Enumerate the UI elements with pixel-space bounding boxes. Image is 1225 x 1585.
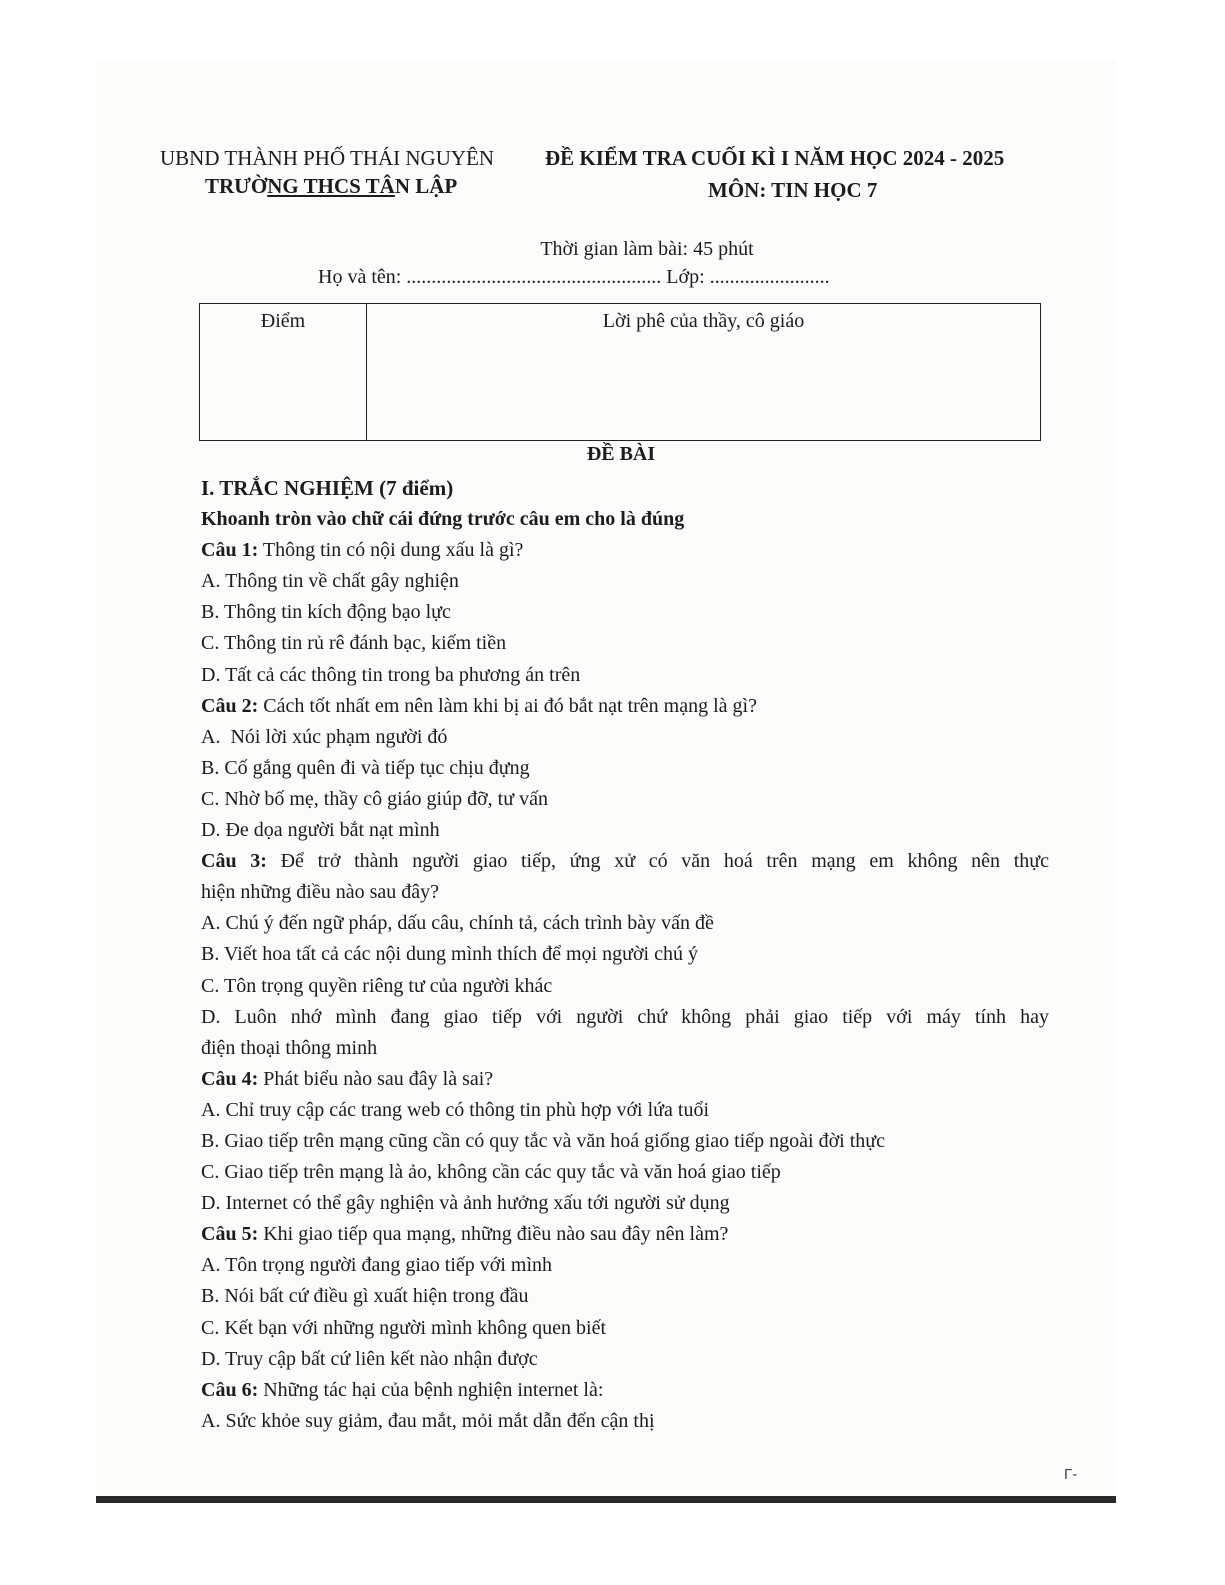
option: A. Chú ý đến ngữ pháp, dấu câu, chính tả, cách trình bày vấn đề — [201, 912, 714, 935]
option: C. Tôn trọng quyền riêng tư của người khác — [201, 974, 553, 997]
option: D. Đe dọa người bắt nạt mình — [201, 819, 440, 842]
option: A. Thông tin về chất gây nghiện — [201, 570, 459, 593]
option: C. Thông tin rủ rê đánh bạc, kiếm tiền — [201, 632, 507, 655]
instruction: Khoanh tròn vào chữ cái đứng trước câu em cho là đúng — [201, 508, 685, 531]
option: B. Nói bất cứ điều gì xuất hiện trong đầu — [201, 1285, 529, 1308]
question-3: Câu 3: Để trở thành người giao tiếp, ứng xử có văn hoá trên mạng em không nên thực — [201, 850, 1049, 873]
option: B. Cố gắng quên đi và tiếp tục chịu đựng — [201, 756, 530, 779]
option: D. Tất cả các thông tin trong ba phương án trên — [201, 663, 581, 686]
score-label: Điểm — [260, 310, 306, 332]
question-4: Câu 4: Phát biểu nào sau đây là sai? — [201, 1067, 494, 1090]
page-mark: Γ- — [1064, 1466, 1078, 1483]
option: B. Giao tiếp trên mạng cũng cần có quy tắc và văn hoá giống giao tiếp ngoài đời thực — [201, 1129, 886, 1152]
score-table — [199, 303, 1041, 441]
teacher-comment-cell — [367, 304, 1040, 440]
option: C. Nhờ bố mẹ, thầy cô giáo giúp đỡ, tư vấn — [201, 787, 548, 810]
option-continued: điện thoại thông minh — [201, 1036, 378, 1059]
exam-content — [201, 473, 1049, 1437]
scan-bottom-edge — [96, 1496, 1116, 1503]
question-3-continued: hiện những điều nào sau đây? — [201, 881, 439, 904]
option: C. Giao tiếp trên mạng là ảo, không cần các quy tắc và văn hoá giao tiếp — [201, 1161, 781, 1184]
exam-title: ĐỀ KIỂM TRA CUỐI KÌ I NĂM HỌC 2024 - 2025 — [545, 146, 1005, 170]
teacher-comment-label: Lời phê của thầy, cô giáo — [602, 310, 805, 332]
question-2: Câu 2: Cách tốt nhất em nên làm khi bị ai đó bắt nạt trên mạng là gì? — [201, 694, 757, 717]
school-authority: UBND THÀNH PHỐ THÁI NGUYÊN — [160, 146, 495, 170]
option: B. Viết hoa tất cả các nội dung mình thích để mọi người chú ý — [201, 943, 698, 966]
question-1: Câu 1: Thông tin có nội dung xấu là gì? — [201, 539, 524, 562]
score-cell — [200, 304, 367, 440]
option: A. Tôn trọng người đang giao tiếp với mình — [201, 1254, 553, 1277]
option: A. Chỉ truy cập các trang web có thông tin phù hợp với lứa tuổi — [201, 1098, 709, 1121]
option: A. Nói lời xúc phạm người đó — [201, 725, 448, 748]
exam-subject: MÔN: TIN HỌC 7 — [708, 178, 878, 202]
question-5: Câu 5: Khi giao tiếp qua mạng, những điều nào sau đây nên làm? — [201, 1223, 729, 1246]
section-heading: I. TRẮC NGHIỆM (7 điểm) — [201, 476, 454, 500]
student-name-line: Họ và tên: ................................................... Lớp: ........................ — [318, 266, 830, 288]
section-title: ĐỀ BÀI — [586, 443, 656, 465]
option: A. Sức khỏe suy giảm, đau mắt, mỏi mắt dẫn đến cận thị — [201, 1409, 655, 1432]
option: D. Luôn nhớ mình đang giao tiếp với người chứ không phải giao tiếp với máy tính hay — [201, 1005, 1049, 1028]
option: D. Truy cập bất cứ liên kết nào nhận được — [201, 1347, 538, 1370]
option: B. Thông tin kích động bạo lực — [201, 601, 451, 624]
option: D. Internet có thể gây nghiện và ảnh hưởng xấu tới người sử dụng — [201, 1192, 730, 1215]
school-name: TRƯỜNG THCS TÂN LẬP — [205, 174, 458, 198]
exam-time: Thời gian làm bài: 45 phút — [540, 238, 754, 260]
option: C. Kết bạn với những người mình không quen biết — [201, 1316, 607, 1339]
question-6: Câu 6: Những tác hại của bệnh nghiện internet là: — [201, 1378, 604, 1401]
